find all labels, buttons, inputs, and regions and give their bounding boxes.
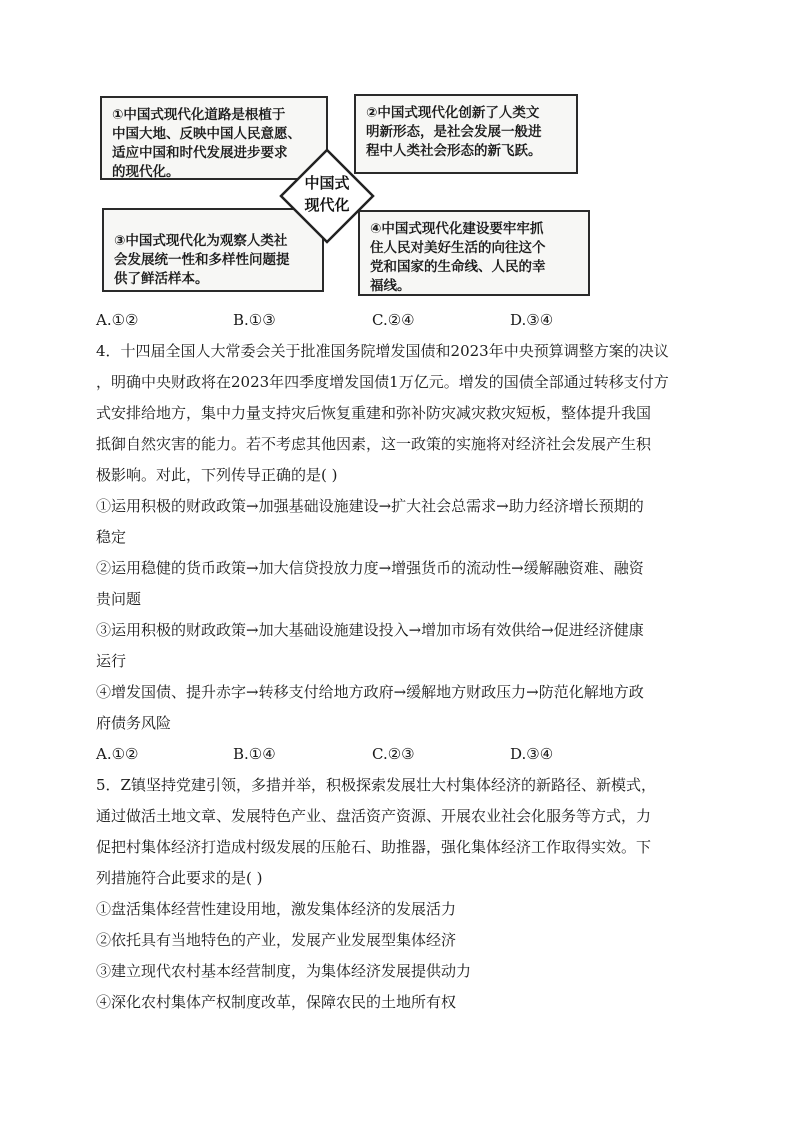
q5-stem-line: 列措施符合此要求的是( ) — [96, 869, 263, 887]
q3-option-a[interactable]: A.①② — [96, 311, 139, 329]
box-line: 供了鲜活样本。 — [114, 271, 209, 287]
center-label-line: 中国式 — [304, 174, 350, 192]
q4-option-a[interactable]: A.①② — [96, 745, 139, 763]
box-line: 福线。 — [370, 278, 411, 294]
q5-item-2: ②依托具有当地特色的产业，发展产业发展型集体经济 — [96, 931, 457, 949]
box-line: ②中国式现代化创新了人类文 — [366, 105, 540, 121]
box-line: ③中国式现代化为观察人类社 — [114, 233, 288, 249]
box-line: 会发展统一性和多样性问题提 — [114, 252, 290, 268]
q3-option-b[interactable]: B.①③ — [233, 311, 276, 329]
q4-stem-line: 极影响。对此，下列传导正确的是( ) — [96, 466, 338, 484]
modernization-diagram — [96, 90, 596, 298]
q5-stem-line: 促把村集体经济打造成村级发展的压舱石、助推器，强化集体经济工作取得实效。下 — [96, 838, 652, 856]
box-line: 适应中国和时代发展进步要求 — [112, 145, 288, 161]
box-line: 党和国家的生命线、人民的幸 — [370, 259, 546, 275]
center-diamond — [279, 148, 375, 244]
q4-item-1-cont: 稳定 — [96, 528, 127, 546]
q5-item-1: ①盘活集体经营性建设用地，激发集体经济的发展活力 — [96, 900, 457, 918]
q5-item-4: ④深化农村集体产权制度改革，保障农民的土地所有权 — [96, 993, 457, 1011]
q5-stem-line: 通过做活土地文章、发展特色产业、盘活资产资源、开展农业社会化服务等方式，力 — [96, 807, 652, 825]
q4-stem-line: ，明确中央财政将在2023年四季度增发国债1万亿元。增发的国债全部通过转移支付方 — [96, 373, 669, 391]
q4-item-4: ④增发国债、提升赤字→转移支付给地方政府→缓解地方财政压力→防范化解地方政 — [96, 683, 644, 701]
q4-option-d[interactable]: D.③④ — [510, 745, 554, 763]
q5-item-3: ③建立现代农村基本经营制度，为集体经济发展提供动力 — [96, 962, 472, 980]
box-line: 程中人类社会形态的新飞跃。 — [366, 143, 542, 159]
q4-stem-line: 抵御自然灾害的能力。若不考虑其他因素，这一政策的实施将对经济社会发展产生积 — [96, 435, 652, 453]
center-label-line: 现代化 — [304, 196, 350, 214]
box-line: 中国大地、反映中国人民意愿、 — [112, 126, 301, 142]
q4-item-2-cont: 贵问题 — [96, 590, 142, 608]
center-label — [279, 172, 375, 216]
q4-option-b[interactable]: B.①④ — [233, 745, 276, 763]
q4-item-4-cont: 府债务风险 — [96, 714, 172, 732]
q4-stem-line: 4．十四届全国人大常委会关于批准国务院增发国债和2023年中央预算调整方案的决议 — [96, 342, 669, 360]
box-line: ④中国式现代化建设要牢牢抓 — [370, 221, 544, 237]
q4-item-3: ③运用积极的财政政策→加大基础设施建设投入→增加市场有效供给→促进经济健康 — [96, 621, 644, 639]
q3-option-d[interactable]: D.③④ — [510, 311, 554, 329]
statement-box-2 — [354, 94, 578, 174]
box-line: 的现代化。 — [112, 164, 180, 180]
q4-stem-line: 式安排给地方，集中力量支持灾后恢复重建和弥补防灾减灾救灾短板，整体提升我国 — [96, 404, 652, 422]
q4-option-c[interactable]: C.②③ — [372, 745, 415, 763]
box-line: 住人民对美好生活的向往这个 — [370, 240, 546, 256]
q4-item-1: ①运用积极的财政政策→加强基础设施建设→扩大社会总需求→助力经济增长预期的 — [96, 497, 644, 515]
box-line: 明新形态，是社会发展一般进 — [366, 124, 542, 140]
q4-item-2: ②运用稳健的货币政策→加大信贷投放力度→增强货币的流动性→缓解融资难、融资 — [96, 559, 644, 577]
q4-item-3-cont: 运行 — [96, 652, 127, 670]
q5-stem-line: 5．Z镇坚持党建引领，多措并举，积极探索发展壮大村集体经济的新路径、新模式， — [96, 776, 656, 794]
q3-option-c[interactable]: C.②④ — [372, 311, 415, 329]
statement-box-4 — [358, 210, 590, 296]
box-line: ①中国式现代化道路是根植于 — [112, 107, 286, 123]
